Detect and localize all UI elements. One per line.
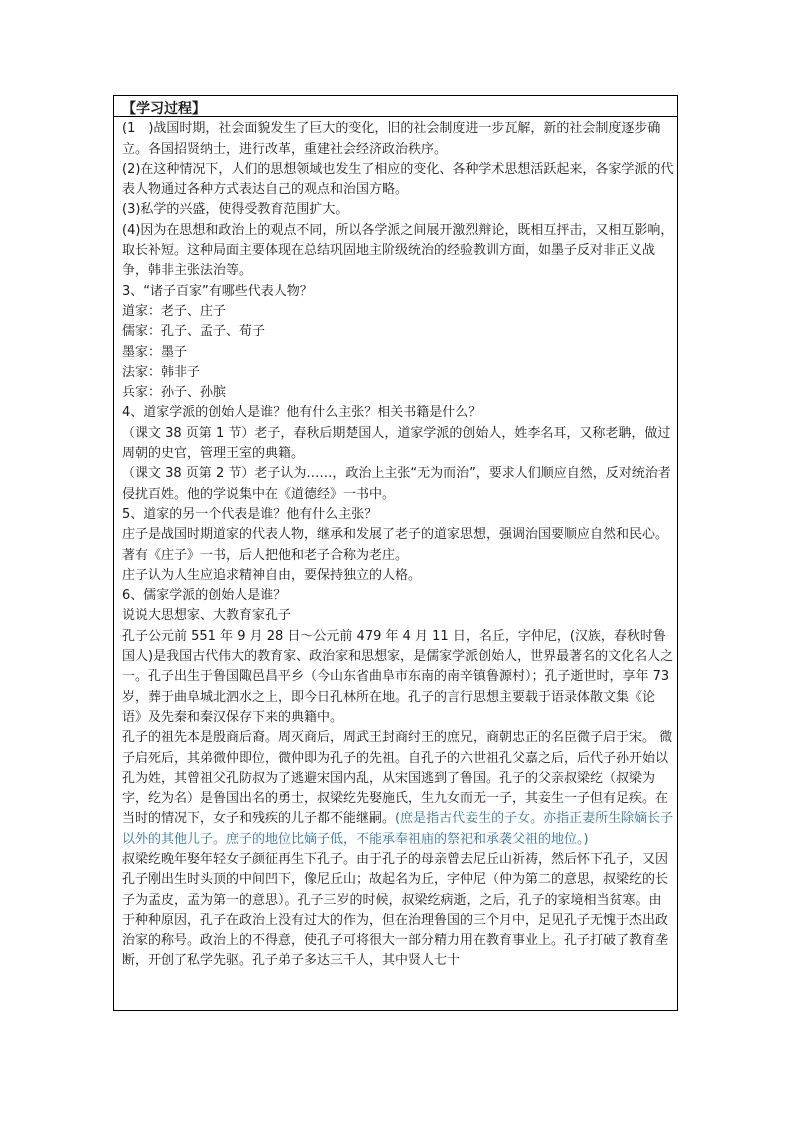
paragraph-3: (3)私学的兴盛，使得受教育范围扩大。 xyxy=(122,202,349,218)
school-military: 兵家：孙子、孙膑 xyxy=(122,385,227,401)
section-heading: 【学习过程】 xyxy=(122,101,206,117)
question-5: 5、道家的另一个代表是谁？他有什么主张？ xyxy=(122,506,378,522)
paragraph-4: (4)因为在思想和政治上的观点不同，所以各学派之间展开激烈辩论，既相互抨击，又相互影响，取长补短。这种局面主要体现在总结巩固地主阶级统治的经验教训方面，如墨子反对非正义战争，韩非主张法治等。 xyxy=(122,222,674,279)
zhuangzi-paragraph-2: 庄子认为人生应追求精神自由，要保持独立的人格。 xyxy=(122,567,422,583)
laozi-paragraph-2: （课文 38 页第 2 节）老子认为……，政治上主张“无为而治”，要求人们顺应自然，反对统治者侵扰百姓。他的学说集中在《道德经》一书中。 xyxy=(122,466,671,502)
confucius-paragraph-2 xyxy=(122,728,674,850)
concubine-note: (庶是指古代妾生的子女。亦指正妻所生除嫡长子以外的其他儿子。庶子的地位比嫡子低，不能承奉祖庙的祭祀和承袭父祖的地位。) xyxy=(122,811,674,847)
confucius-subheading: 说说大思想家、大教育家孔子 xyxy=(122,608,292,624)
content-table-cell xyxy=(113,95,678,1011)
question-6: 6、儒家学派的创始人是谁？ xyxy=(122,588,287,604)
school-mohism: 墨家：墨子 xyxy=(122,344,188,360)
zhuangzi-paragraph-1: 庄子是战国时期道家的代表人物，继承和发展了老子的道家思想，强调治国要顺应自然和民心。著有《庄子》一书，后人把他和老子合称为老庄。 xyxy=(122,527,669,563)
confucius-paragraph-3: 叔梁纥晚年娶年轻女子颜征再生下孔子。由于孔子的母亲曾去尼丘山祈祷，然后怀下孔子，又因孔子刚出生时头顶的中间凹下，像尼丘山；故起名为丘，字仲尼（仲为第二的意思，叔梁纥的长子为孟皮，孟为第一的意思）。孔子三岁的时候，叔梁纥病逝，之后，孔子的家境相当贫寒。由于种种原因，孔子在政治上没有过大的作为，但在治理鲁国的三个月中，足见孔子无愧于杰出政治家的称号。政治上的不得意，使孔子可将很大一部分精力用在教育事业上。孔子打破了教育垄断，开创了私学先驱。孔子弟子多达三千人，其中贤人七十 xyxy=(122,851,669,969)
paragraph-2: (2)在这种情况下，人们的思想领域也发生了相应的变化、各种学术思想活跃起来，各家学派的代表人物通过各种方式表达自己的观点和治国方略。 xyxy=(122,161,674,198)
question-4: 4、道家学派的创始人是谁？他有什么主张？相关书籍是什么？ xyxy=(122,405,482,421)
school-confucianism: 儒家：孔子、孟子、荀子 xyxy=(122,324,266,340)
ancestry-text: 孔子的祖先本是殷商后裔。周灭商后，周武王封商纣王的庶兄，商朝忠正的名臣微子启于宋。 微子启死后，其弟微仲即位，微仲即为孔子的先祖。自孔子的六世祖孔父嘉之后，后代子孙开始以孔为姓，其曾祖父孔防叔为了逃避宋国内乱，从宋国逃到了鲁国。孔子的父亲叔梁纥（叔梁为字，纥为名）是鲁国出名的勇士，叔梁纥先娶施氏，生九女而无一子，其妾生一子但有足疾。在当时的情况下，女子和残疾的儿子都不能继嗣。 xyxy=(122,730,673,827)
learning-process-text xyxy=(122,99,674,972)
school-legalism: 法家：韩非子 xyxy=(122,364,201,380)
paragraph-1: (1 )战国时期，社会面貌发生了巨大的变化，旧的社会制度进一步瓦解，新的社会制度逐步确立。各国招贤纳士，进行改革，重建社会经济政治秩序。 xyxy=(122,121,661,157)
school-daoism: 道家：老子、庄子 xyxy=(122,303,227,319)
question-3: 3、“诸子百家”有哪些代表人物？ xyxy=(122,283,313,299)
laozi-paragraph-1: （课文 38 页第 1 节）老子，春秋后期楚国人，道家学派的创始人，姓李名耳，又称老聃，做过周朝的史官，管理王室的典籍。 xyxy=(122,425,671,462)
confucius-paragraph-1: 孔子公元前 551 年 9 月 28 日～公元前 479 年 4 月 11 日，名丘，字仲尼，(汉族，春秋时鲁国人)是我国古代伟大的教育家、政治家和思想家，是儒家学派创始人，世界最著名的文化名人之一。孔子出生于鲁国陬邑昌平乡（今山东省曲阜市东南的南辛镇鲁源村）；孔子逝世时，享年 73 岁，葬于曲阜城北泗水之上，即今日孔林所在地。孔子的言行思想主要载于语录体散文集《论语》及先秦和秦汉保存下来的典籍中。 xyxy=(122,628,674,725)
